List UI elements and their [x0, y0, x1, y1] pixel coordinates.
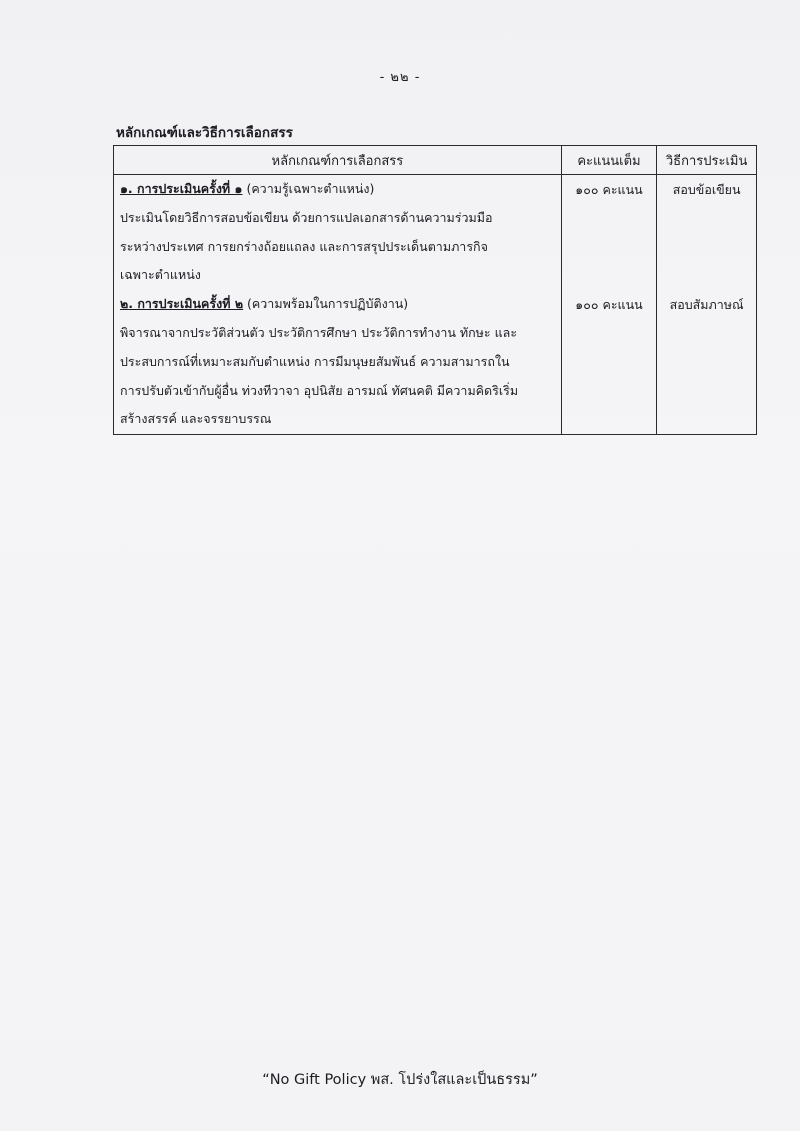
criteria-text-line: ประสบการณ์ที่เหมาะสมกับตำแหน่ง การมีมนุษยสัมพันธ์ ความสามารถใน	[120, 353, 510, 369]
criteria-text-line: ประเมินโดยวิธีการสอบข้อเขียน ด้วยการแปลเอกสารด้านความร่วมมือ	[120, 209, 493, 225]
method-cell	[657, 290, 757, 434]
method-value: สอบข้อเขียน	[672, 182, 741, 197]
table-row	[114, 290, 757, 434]
criteria-heading: ๑. การประเมินครั้งที่ ๑	[120, 181, 243, 196]
header-score: คะแนนเต็ม	[561, 146, 656, 175]
criteria-heading-note: (ความรู้เฉพาะตำแหน่ง)	[242, 181, 375, 196]
criteria-cell	[114, 175, 562, 291]
criteria-cell	[114, 290, 562, 434]
criteria-text-line: พิจารณาจากประวัติส่วนตัว ประวัติการศึกษา ประวัติการทำงาน ทักษะ และ	[120, 324, 518, 340]
section-title: หลักเกณฑ์และวิธีการเลือกสรร	[116, 125, 293, 141]
score-cell	[561, 175, 656, 291]
method-value: สอบสัมภาษณ์	[669, 297, 744, 313]
score-cell	[561, 290, 656, 434]
selection-criteria-table	[113, 145, 757, 435]
criteria-text-line: ระหว่างประเทศ การยกร่างถ้อยแถลง และการสรุปประเด็นตามภารกิจ	[120, 238, 488, 254]
table-row	[114, 175, 757, 291]
criteria-text-line: สร้างสรรค์ และจรรยาบรรณ	[120, 411, 272, 427]
score-value: ๑๐๐ คะแนน	[575, 182, 643, 197]
criteria-heading: ๒. การประเมินครั้งที่ ๒	[120, 296, 244, 312]
criteria-heading-line	[120, 290, 555, 319]
page-number: - ๒๒ -	[379, 70, 421, 85]
table-header-row	[114, 146, 757, 175]
score-value: ๑๐๐ คะแนน	[575, 297, 643, 313]
method-cell	[657, 175, 757, 291]
footer-slogan: “No Gift Policy พส. โปร่งใสและเป็นธรรม”	[262, 1072, 538, 1088]
header-criteria: หลักเกณฑ์การเลือกสรร	[114, 146, 562, 175]
criteria-heading-line	[120, 175, 555, 204]
criteria-heading-note: (ความพร้อมในการปฏิบัติงาน)	[243, 296, 409, 312]
header-method: วิธีการประเมิน	[657, 146, 757, 175]
criteria-text-line: การปรับตัวเข้ากับผู้อื่น ท่วงทีวาจา อุปนิสัย อารมณ์ ทัศนคติ มีความคิดริเริ่ม	[120, 382, 519, 398]
criteria-text-line: เฉพาะตำแหน่ง	[120, 267, 201, 283]
